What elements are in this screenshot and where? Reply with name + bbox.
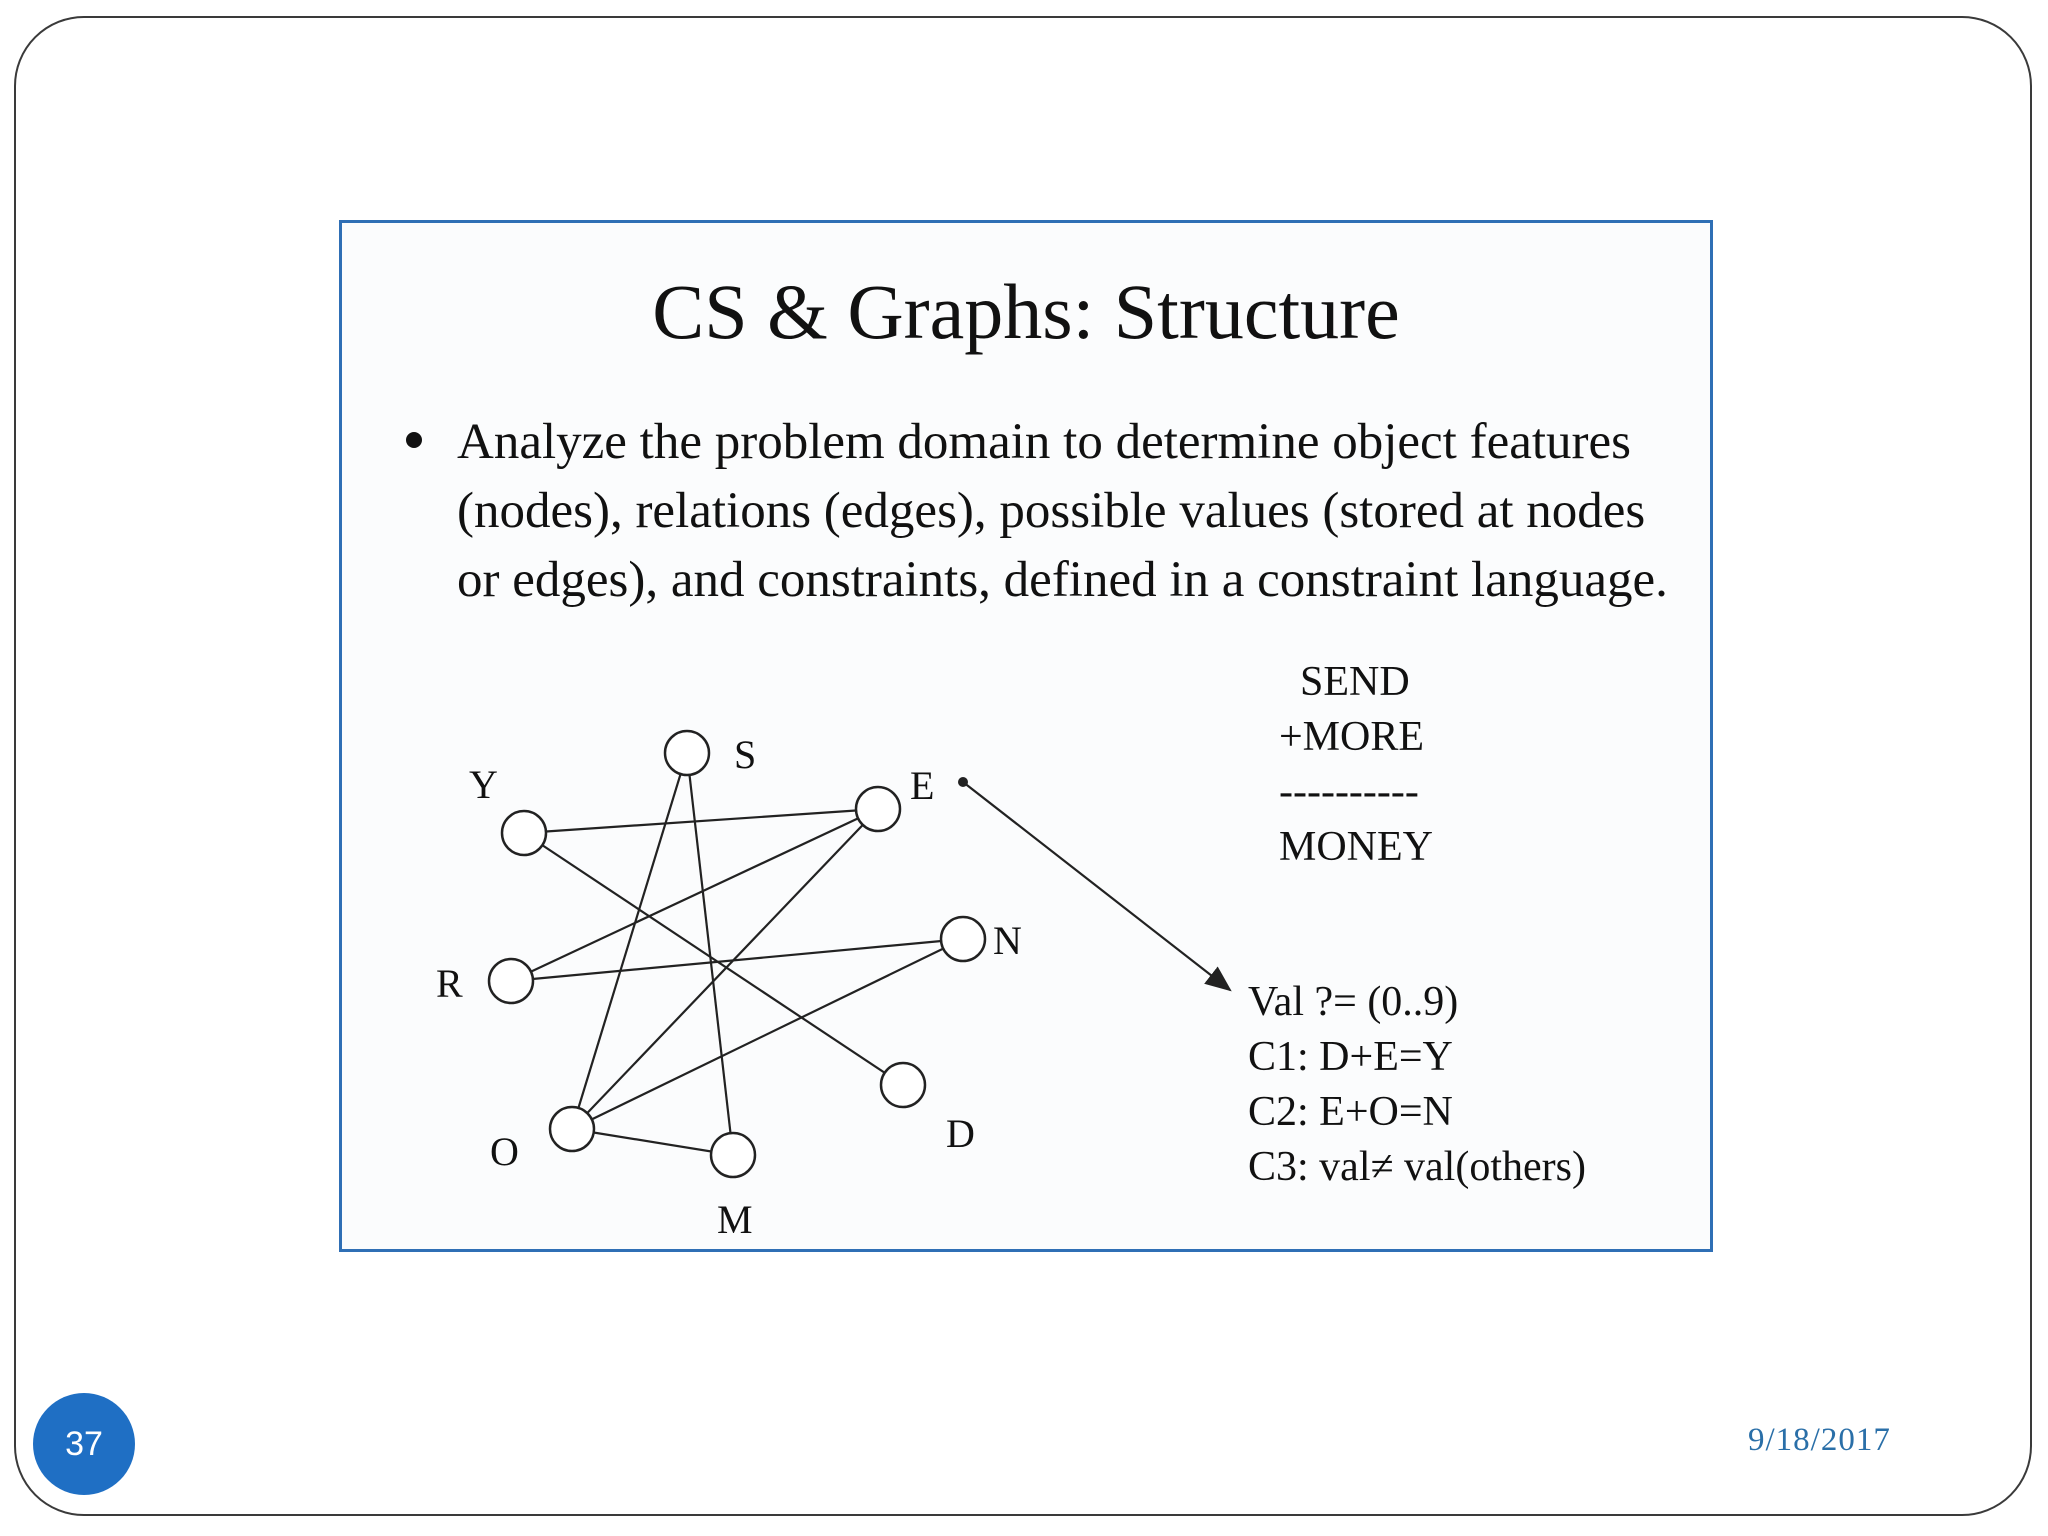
node-circle [550,1107,594,1151]
node-d [881,1063,975,1156]
node-r [436,959,533,1006]
edge-o-m [572,1129,733,1155]
bullet-text: Analyze the problem domain to determine object features (nodes), relations (edges), possible values (stored at nodes or edges), and constraints, defined in a constraint language. [457,414,1668,608]
node-label: E [910,763,935,808]
constraint-line: Val ?= (0..9) [1248,979,1459,1025]
puzzle-line: +MORE [1279,714,1425,760]
node-circle [711,1133,755,1177]
constraint-line: C2: E+O=N [1248,1089,1453,1135]
constraints-list [1248,975,1586,1195]
node-label: Y [469,762,498,807]
node-label: N [993,918,1022,963]
puzzle-line: SEND [1279,659,1410,705]
edge-s-o [572,753,687,1129]
page-number-badge: 37 [33,1393,135,1495]
node-label: R [436,961,463,1006]
node-s [665,731,756,777]
node-label: S [734,732,757,777]
send-more-money-puzzle [1279,655,1433,875]
node-circle [489,959,533,1003]
slide-image [339,220,1713,1252]
edge-y-d [524,833,903,1085]
node-label: O [490,1129,519,1174]
edge-s-m [687,753,733,1155]
puzzle-line: MONEY [1279,824,1433,870]
slide-date: 9/18/2017 [1748,1422,1891,1458]
node-circle [665,731,709,775]
node-e [856,763,934,831]
slide-title: CS & Graphs: Structure [652,268,1400,355]
node-o [490,1107,594,1174]
edge-r-e [511,809,878,981]
node-circle [856,787,900,831]
constraint-line: C1: D+E=Y [1248,1034,1453,1080]
node-n [941,917,1022,963]
puzzle-line: ---------- [1279,769,1419,815]
edge-y-e [524,809,878,833]
node-circle [502,811,546,855]
node-y [469,762,546,855]
node-label: D [946,1111,975,1156]
constraint-line: C3: val≠ val(others) [1248,1144,1586,1190]
node-circle [881,1063,925,1107]
node-circle [941,917,985,961]
node-m [711,1133,755,1242]
node-label: M [717,1197,753,1242]
